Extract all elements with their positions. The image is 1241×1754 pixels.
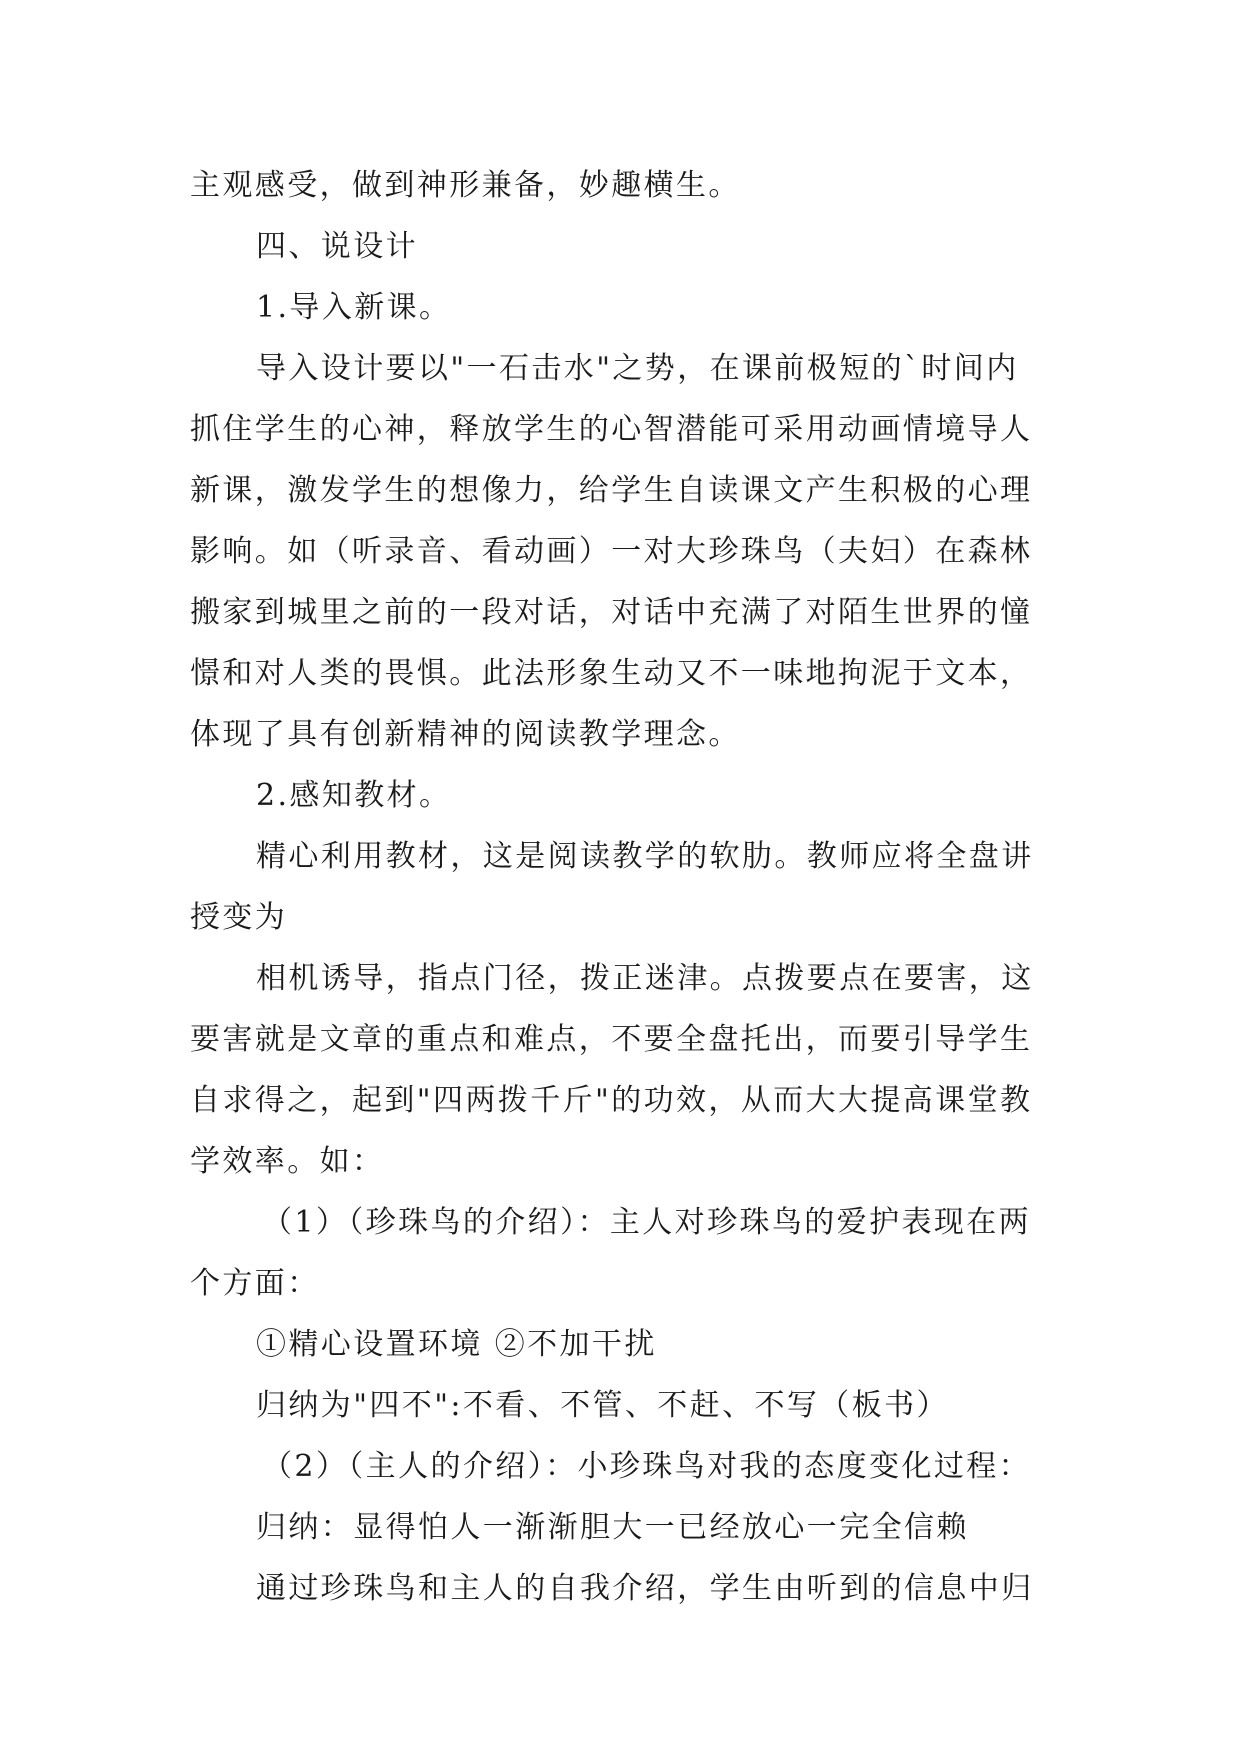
text-line-17: 学效率。如： — [190, 1144, 385, 1179]
subheading-intro: 1.导入新课。 — [256, 290, 452, 325]
text-line-19: 个方面： — [190, 1266, 320, 1301]
text-line-15: 要害就是文章的重点和难点，不要全盘托出，而要引导学生 — [190, 1022, 1033, 1057]
text-line-24: 通过珍珠鸟和主人的自我介绍，学生由听到的信息中归 — [256, 1571, 1034, 1606]
text-line-10: 体现了具有创新精神的阅读教学理念。 — [190, 717, 741, 752]
list-item-1: （1）（珍珠鸟的介绍）：主人对珍珠鸟的爱护表现在两 — [262, 1205, 1032, 1240]
text-line-23: 归纳：显得怕人一渐渐胆大一已经放心一完全信赖 — [256, 1510, 969, 1545]
text-line-9: 憬和对人类的畏惧。此法形象生动又不一味地拘泥于文本， — [190, 656, 1033, 691]
text-line-5: 抓住学生的心神，释放学生的心智潜能可采用动画情境导人 — [190, 412, 1033, 447]
list-item-2: （2）（主人的介绍）：小珍珠鸟对我的态度变化过程： — [262, 1449, 1032, 1484]
text-line-4: 导入设计要以"一石击水"之势，在课前极短的`时间内 — [256, 351, 1019, 386]
section-heading-design: 四、说设计 — [256, 229, 418, 264]
text-line-14: 相机诱导，指点门径，拨正迷津。点拨要点在要害，这 — [256, 961, 1034, 996]
text-line-8: 搬家到城里之前的一段对话，对话中充满了对陌生世界的憧 — [190, 595, 1033, 630]
text-line-6: 新课，激发学生的想像力，给学生自读课文产生积极的心理 — [190, 473, 1033, 508]
text-line-12: 精心利用教材，这是阅读教学的软肋。教师应将全盘讲 — [256, 839, 1034, 874]
subheading-perceive: 2.感知教材。 — [256, 778, 452, 813]
text-line-20: ①精心设置环境 ②不加干扰 — [256, 1327, 657, 1362]
text-line-21: 归纳为"四不":不看、不管、不赶、不写（板书） — [256, 1388, 949, 1423]
text-line-13: 授变为 — [190, 900, 288, 935]
text-line-1: 主观感受，做到神形兼备，妙趣横生。 — [190, 168, 741, 203]
text-line-7: 影响。如（听录音、看动画）一对大珍珠鸟（夫妇）在森林 — [190, 534, 1033, 569]
text-line-16: 自求得之，起到"四两拨千斤"的功效，从而大大提高课堂教 — [190, 1083, 1033, 1118]
